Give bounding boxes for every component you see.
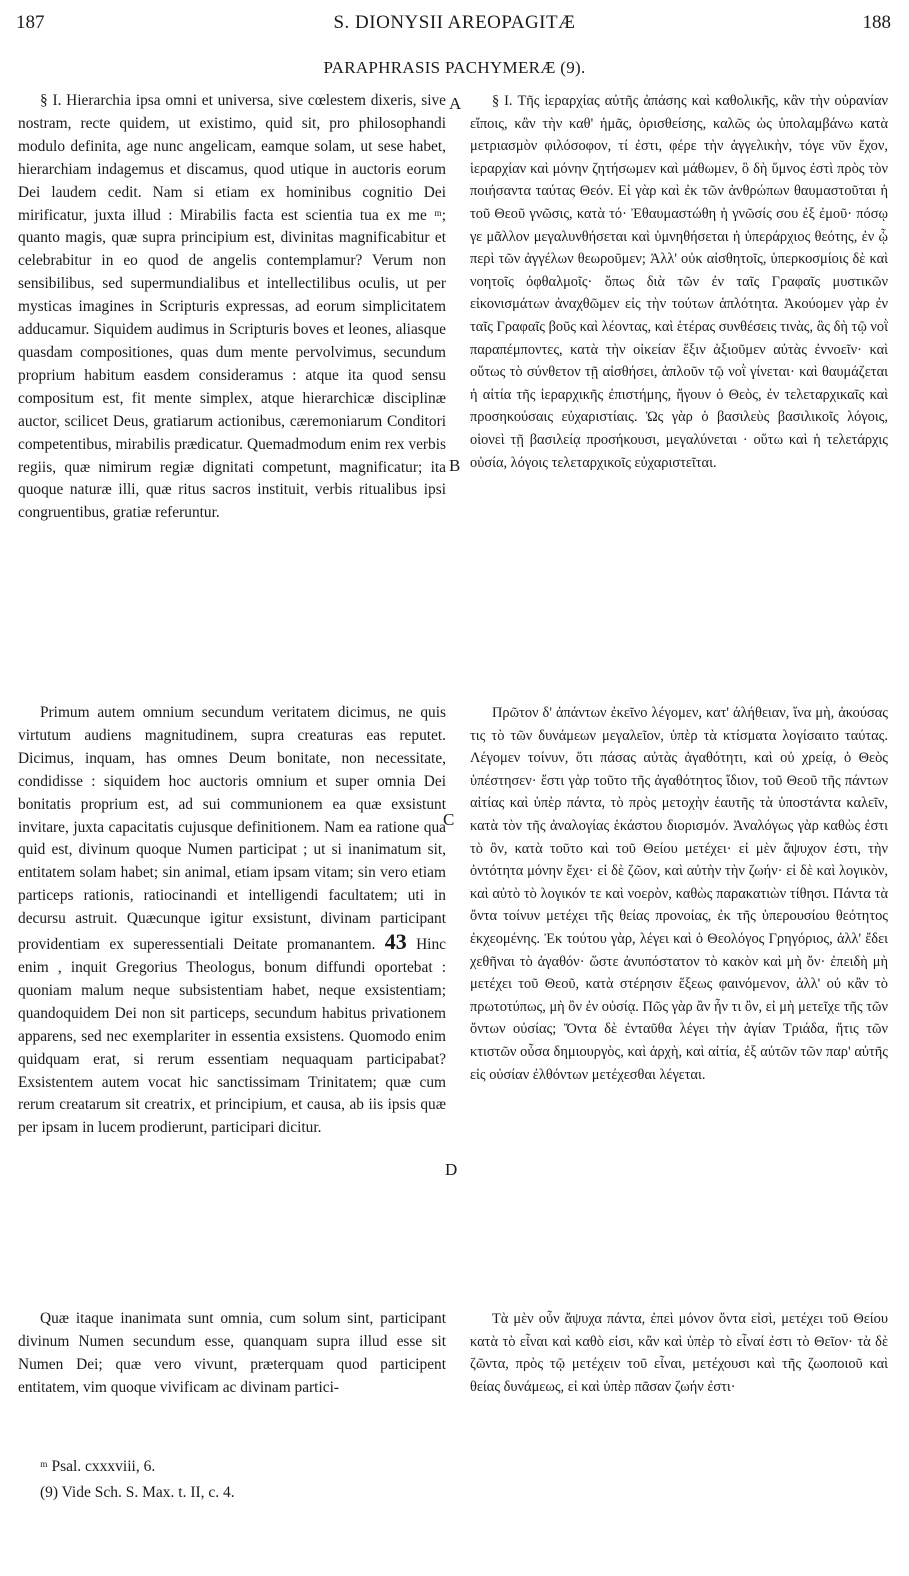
margin-mark-b: B xyxy=(449,456,461,475)
margin-mark-d: D xyxy=(445,1160,458,1179)
latin-column-middle xyxy=(18,702,446,1140)
footnote-2: (9) Vide Sch. S. Max. t. II, c. 4. xyxy=(40,1484,235,1501)
latin-column-bottom xyxy=(18,1308,446,1400)
greek-column-middle xyxy=(470,702,888,1086)
section-title: PARAPHRASIS PACHYMERÆ (9). xyxy=(323,58,586,77)
page-number-right: 188 xyxy=(862,12,891,33)
latin-paragraph-2 xyxy=(18,702,446,1140)
latin-paragraph-3: Quæ itaque inanimata sunt omnia, cum solum sint, participant divinum Numen secundum esse, quanquam supra illud esse sit Numen Dei; quæ vero vivunt, præterquam quod participent entitatem, vim quoque vivificam ac divinam partici- xyxy=(18,1310,446,1396)
greek-column-top xyxy=(470,90,888,474)
footnote-1: ᵐ Psal. cxxxviii, 6. xyxy=(40,1458,156,1475)
greek-paragraph-3: Τὰ μὲν οὖν ἄψυχα πάντα, ἐπεὶ μόνον ὄντα εἰσὶ, μετέχει τοῦ Θείου κατὰ τὸ εἶναι καὶ καθὸ εἰσι, κἂν καὶ ὑπὲρ τὸ εἶναί ἐστι τὸ Θεῖον· τὰ δὲ ζῶντα, πρὸς τῷ μετέχειν τοῦ εἶναι, μετέχουσι καὶ τῆς ζωοποιοῦ καὶ θείας δυνάμεως, εἰ καὶ ὑπὲρ πᾶσαν ζωήν ἐστι· xyxy=(470,1311,888,1395)
latin-paragraph-2a: Primum autem omnium secundum veritatem dicimus, ne quis virtutum audiens magnitudinem, supra creaturas eas reputet. Dicimus, inquam, has omnes Deum bonitate, non necessitate, condidisse : siquidem hoc auctoris omnium et super omnia Dei bonitatis proprium est, ad sui communionem ea quæ exsistunt invitare, juxta capacitatis cujusque definitionem. Nam ea ratione qua quid est, divinum quoque Numen participat ; ut si inanimatum sit, entitatem solam habet; sin animal, etiam ipsam vitam; sin vero etiam particeps rationis, ratiocinandi et intelligendi facultatem; uti in decursu astruit. Quæcunque igitur exsistunt, divinam participant providentiam ex superessentiali Deitate promanantem. xyxy=(18,704,446,954)
greek-paragraph-1: § I. Τῆς ἱεραρχίας αὐτῆς ἁπάσης καὶ καθολικῆς, κἂν τὴν οὐρανίαν εἴποις, κἂν τὴν καθ' ἡμᾶς, ὁρισθείσης, καλῶς ὡς ὑπολαμβάνω κατὰ μετριασμὸν φιλόσοφον, τί ἐστι, φέρε τὴν ἀγγελικὴν, τόγε νῦν ἔχον, ἱεραρχίαν καὶ μόνην ζητήσωμεν καὶ μάθωμεν, ὃ δὴ ὕμνος ἐστὶ πρὸς τὸν ποιήσαντα ταύτας Θεόν. Εἰ γὰρ καὶ ἐκ τῶν ἀνθρώπων θαυμαστοῦται ἡ τοῦ Θεοῦ γνῶσις, κατὰ τό· Ἐθαυμαστώθη ἡ γνῶσίς σου ἐξ ἐμοῦ· πόσῳ γε μᾶλλον μεγαλυνθήσεται καὶ ὑμνηθήσεται ἡ ὑπεράρχιος θεότης, ἐν ᾧ περὶ τῶν ἀγγέλων θεωροῦμεν; Ἀλλ' οὐκ αἰσθητοῖς, ὑπερκοσμίοις δὲ καὶ νοητοῖς ὀφθαλμοῖς· ὅπως διὰ τῶν ἐν ταῖς Γραφαῖς μυστικῶν εἰκονισμάτων ἀναχθῶμεν εἰς τὴν τούτων ἁπλότητα. Ἀκούομεν γὰρ ἐν ταῖς Γραφαῖς βοῦς καὶ λέοντας, καὶ ἑτέρας συνθέσεις τινὰς, ἃς δὴ τῷ νοῒ παραπέμποντες, κατὰ τὴν οἰκείαν ἕξιν ἀξιοῦμεν αὐτὰς ἐννοεῖν· καὶ οὕτως τὸ σύνθετον τῇ αἰσθήσει, ἁπλοῦν τῷ νοῒ γίνεται· καὶ θαυμάζεται ἡ αἰτία τῆς ἱεραρχικῆς ἐπιστήμης, ἤγουν ὁ Θεὸς, ἐν τελεταρχικαῖς καὶ προσηκούσαις εὐχαριστίαις. Ὡς γὰρ ὁ βασιλεὺς βασιλικοῖς λόγοις, οἱονεὶ τῇ βασιλείᾳ προσήκουσι, μεγαλύνεται · οὕτω καὶ ἡ τελετάρχις οὐσία, λόγοις τελεταρχικοῖς εὐχαριστεῖται. xyxy=(470,93,888,471)
margin-mark-a: A xyxy=(449,94,462,113)
column-number: 43 xyxy=(384,929,407,955)
latin-paragraph-2b: Hinc enim , inquit Gregorius Theologus, bonum diffundi oportebat : quoniam malum neque subsistentiam habet, neque exsistentiam; quandoquidem Dei non sit particeps, secundum habitus privationem apparens, sed nec exemplariter in essentia exsistens. Quomodo enim quidquam erat, si rerum essentiam nequaquam participabat? Exsistentem autem vocat hic sanctissimam Trinitatem; quæ cum rerum creatarum sit creatrix, et principium, et causa, ab iis ipsis quæ per ipsam in lucem prodierunt, participari dicitur. xyxy=(18,936,446,1137)
greek-column-bottom xyxy=(470,1308,888,1398)
latin-paragraph-1: § I. Hierarchia ipsa omni et universa, sive cœlestem dixeris, sive nostram, recte quidem, ut existimo, quid sit, pro philosophandi modulo definita, age nunc angelicam, eamque solam, ut sese habet, hierarchiam indagemus et discamus, quod utique in auctoris eorum Dei laudem cedit. Nam si etiam ex hominibus cognitio Dei mirificatur, juxta illud : Mirabilis facta est scientia tua ex me ᵐ; quanto magis, quæ supra principium est, divinitas magnificabitur et celebrabitur in eo quod de angelis contemplamur? Verum non sensibilibus, sed supermundialibus et intellectilibus oculis, ut per mysticas imagines in Scripturis expressas, ad eorum simplicitatem adducamur. Siquidem audimus in Scripturis boves et leones, aliasque quasdam compositiones, quas dum mente pervolvimus, secundum proprium habitum easdem consideramus : atque ita quod sensu compositum est, fit mente simplex, atque hierarchicæ disciplinæ auctor, scilicet Deus, gratiarum actionibus, cæremoniarum Conditori competentibus, mirabilis prædicatur. Quemadmodum enim rex verbis regiis, quæ nimirum regiæ dignitati competunt, magnificatur; ita quoque naturæ illi, quæ ritus sacros instituit, verbis ritualibus ipsi congruentibus, gratiæ referuntur. xyxy=(18,92,446,522)
greek-paragraph-2: Πρῶτον δ' ἁπάντων ἐκεῖνο λέγομεν, κατ' ἀλήθειαν, ἵνα μὴ, ἀκούσας τις τὸ τῶν δυνάμεων μεγαλεῖον, ὑπὲρ τὰ κτίσματα λογίσαιτο ταύτας. Λέγομεν τοίνυν, ὅτι πάσας αὐτὰς ἀγαθότητι, καὶ οὐ χρείᾳ, ὁ Θεὸς ὑπέστησεν· ἔστι γὰρ τοῦτο τῆς ἀγαθότητος ἴδιον, τοῦ Θεοῦ τῆς πάντων αἰτίας καὶ ὑπὲρ πάντα, τὸ πρὸς μετοχὴν ἑαυτῆς τὰ ὑποστάντα καλεῖν, κατὰ τὸν τῆς ἀναλογίας ἑκάστου διορισμόν. Ἀναλόγως γὰρ καθὼς ἐστι τὸ ὂν, κατὰ τοῦτο καὶ τοῦ Θείου μετέχει· εἰ μὲν ἄψυχον ἐστι, τὴν ὀντότητα μόνην ἔχει· εἰ δὲ ζῶον, καὶ αὐτὴν τὴν ζωήν· εἰ δὲ καὶ λογικὸν, καὶ αὐτὸ τὸ λογικόν τε καὶ νοερὸν, καθὼς παρακατιὼν τίθησι. Πάντα τὰ ὄντα τοίνυν μετέχει τῆς θείας προνοίας, ἐκ τῆς ὑπερουσίου θεότητος ἐκχεομένης. Ἐκ τούτου γὰρ, λέγει καὶ ὁ Θεολόγος Γρηγόριος, ἀλλ' ἔδει χεθῆναι τὸ ἀγαθόν· ὥστε ἀνυπόστατον τὸ κακὸν καὶ μὴ ὄν· ἐπειδὴ μὴ μετέχει τοῦ Θεοῦ, κατὰ στέρησιν ἕξεως φαινόμενον, ἀλλ' οὐ κἂν τὸ πρωτοτύπως, μὴ ὂν ἐν οὐσίᾳ. Πῶς γὰρ ἂν ἦν τι ὂν, εἰ μὴ μετεῖχε τῆς τῶν ὄντων οὐσίας; Ὄντα δὲ ἐνταῦθα λέγει τὴν ἁγίαν Τριάδα, ἥτις τῶν κτιστῶν οὖσα δημιουργὸς, καὶ ἀρχὴ, καὶ αἰτία, ἐξ αὐτῶν τῶν παρ' αὐτῆς εἰς οὐσίαν ἐλθόντων μετέχεσθαι λέγεται. xyxy=(470,705,888,1083)
margin-mark-c: C xyxy=(443,810,455,829)
running-head: S. DIONYSII AREOPAGITÆ xyxy=(333,12,576,33)
latin-column-top xyxy=(18,90,446,525)
page-number-left: 187 xyxy=(16,12,45,33)
